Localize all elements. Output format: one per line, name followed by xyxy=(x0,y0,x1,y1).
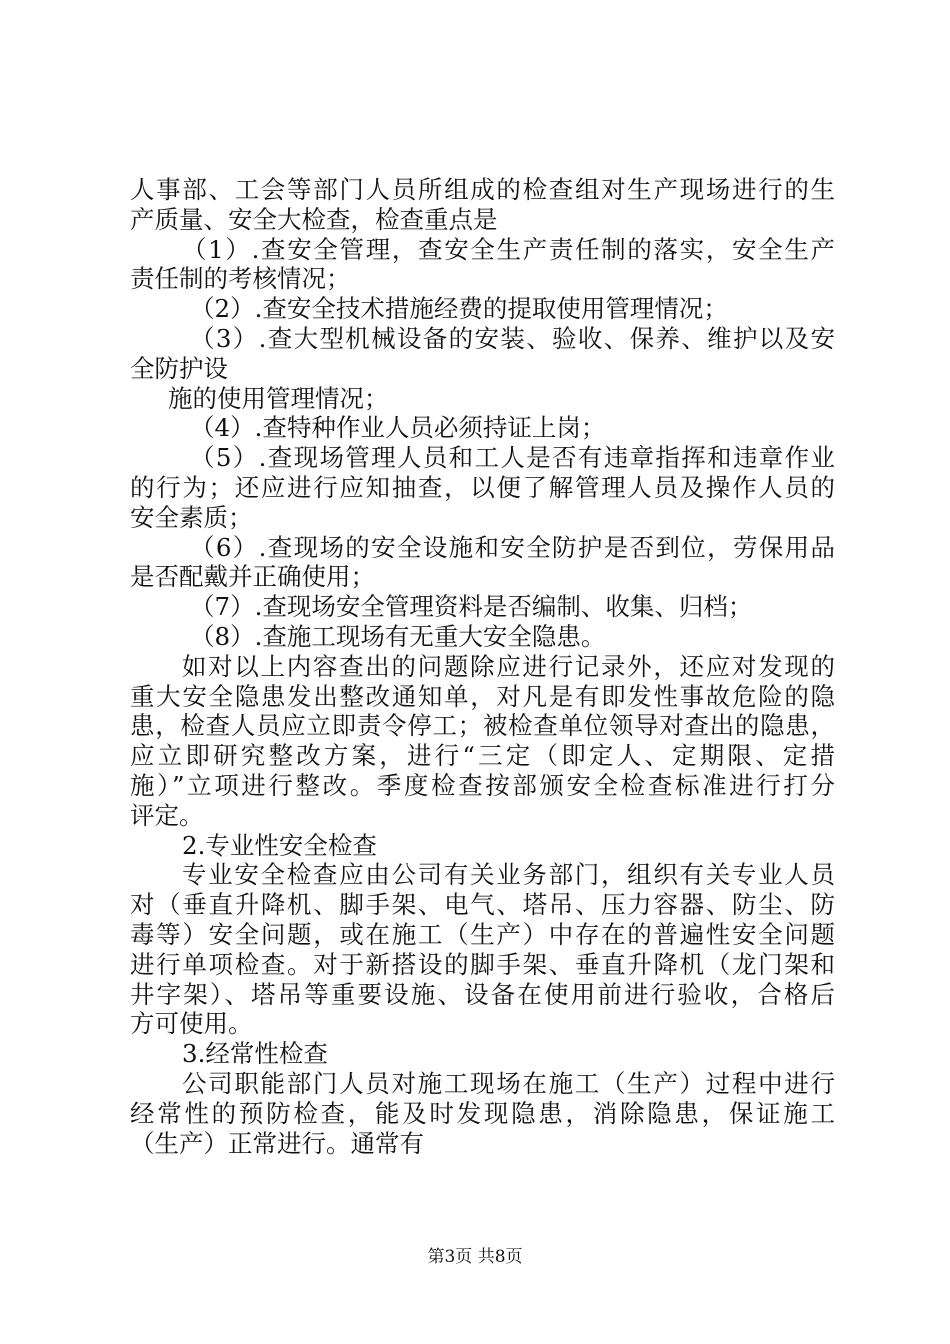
body-line: 施的使用管理情况； xyxy=(168,383,389,413)
list-item-6: （6）.查现场的安全设施和安全防护是否到位，劳保用品 xyxy=(190,532,835,562)
list-item-4: （4）.查特种作业人员必须持证上岗； xyxy=(190,413,606,443)
paragraph-start: 专业安全检查应由公司有关业务部门，组织有关专业人员 xyxy=(182,860,835,890)
body-line: 重大安全隐患发出整改通知单，对凡是有即发性事故危险的隐 xyxy=(130,681,835,711)
document-body xyxy=(130,175,835,1158)
list-item-2: （2）.查安全技术措施经费的提取使用管理情况； xyxy=(190,294,728,324)
body-line: 责任制的考核情况； xyxy=(130,264,351,294)
body-line: 是否配戴并正确使用； xyxy=(130,562,375,592)
section-heading-regular-check: 3.经常性检查 xyxy=(182,1039,328,1069)
body-line: 经常性的预防检查，能及时发现隐患，消除隐患，保证施工 xyxy=(130,1098,835,1128)
list-item-1: （1）.查安全管理，查安全生产责任制的落实，安全生产 xyxy=(182,234,835,264)
body-line: 产质量、安全大检查，检查重点是 xyxy=(130,204,498,234)
page-footer: 第3页 共8页 xyxy=(427,1247,523,1267)
list-item-3: （3）.查大型机械设备的安装、验收、保养、维护以及安 xyxy=(190,323,835,353)
paragraph-start: 公司职能部门人员对施工现场在施工（生产）过程中进行 xyxy=(182,1068,835,1098)
body-line: 全防护设 xyxy=(130,353,228,383)
paragraph-start: 如对以上内容查出的问题除应进行记录外，还应对发现的 xyxy=(182,651,835,681)
body-line: 毒等）安全问题，或在施工（生产）中存在的普遍性安全问题 xyxy=(130,919,835,949)
body-line: 对（垂直升降机、脚手架、电气、塔吊、压力容器、防尘、防 xyxy=(130,890,835,920)
section-heading-professional-check: 2.专业性安全检查 xyxy=(182,830,377,860)
body-line: 进行单项检查。对于新搭设的脚手架、垂直升降机（龙门架和 xyxy=(130,949,835,979)
body-line: 人事部、工会等部门人员所组成的检查组对生产现场进行的生 xyxy=(130,175,835,204)
body-line: 评定。 xyxy=(130,800,204,830)
body-line: 患，检查人员应立即责令停工；被检查单位领导对查出的隐患， xyxy=(130,711,835,741)
list-item-7: （7）.查现场安全管理资料是否编制、收集、归档； xyxy=(190,592,753,622)
body-line: 施）”立项进行整改。季度检查按部颁安全检查标准进行打分 xyxy=(130,770,835,800)
body-line: 方可使用。 xyxy=(130,1009,253,1039)
body-line: 安全素质； xyxy=(130,502,253,532)
body-line: 的行为；还应进行应知抽查，以便了解管理人员及操作人员的 xyxy=(130,472,835,502)
body-line: 应立即研究整改方案，进行“三定（即定人、定期限、定措 xyxy=(130,741,835,771)
body-line: （生产）正常进行。通常有 xyxy=(130,1128,424,1158)
body-line: 井字架）、塔吊等重要设施、设备在使用前进行验收，合格后 xyxy=(130,979,835,1009)
list-item-5: （5）.查现场管理人员和工人是否有违章指挥和违章作业 xyxy=(190,443,835,473)
list-item-8: （8）.查施工现场有无重大安全隐患。 xyxy=(190,621,606,651)
